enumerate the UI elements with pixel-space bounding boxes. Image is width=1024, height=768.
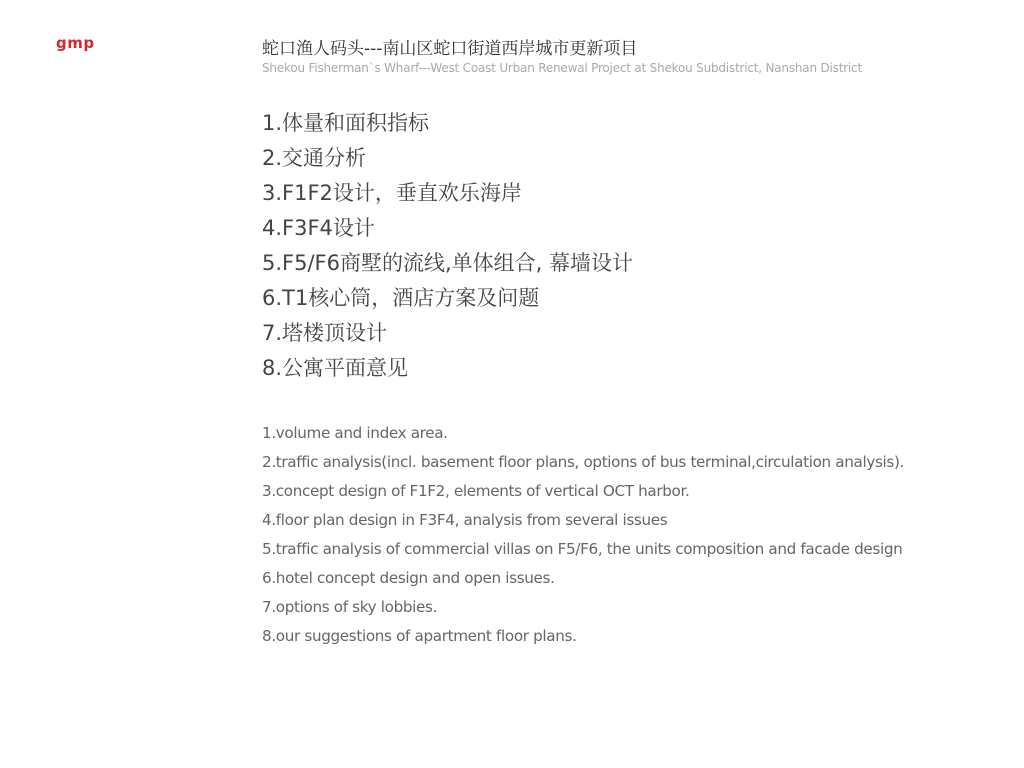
agenda-list-chinese <box>262 106 633 386</box>
agenda-item-en: 5.traffic analysis of commercial villas on F5/F6, the units composition and facade design <box>262 540 903 558</box>
agenda-item-cn: 5.F5/F6商墅的流线,单体组合, 幕墙设计 <box>262 251 634 275</box>
agenda-item-en: 4.floor plan design in F3F4, analysis from several issues <box>262 511 668 529</box>
agenda-item-cn: 3.F1F2设计，垂直欢乐海岸 <box>262 181 522 205</box>
agenda-item-en: 7.options of sky lobbies. <box>262 598 438 616</box>
page-title: 蛇口渔人码头---南山区蛇口街道西岸城市更新项目 <box>262 39 638 59</box>
agenda-item-en: 3.concept design of F1F2, elements of vertical OCT harbor. <box>262 482 690 500</box>
agenda-item-en: 2.traffic analysis(incl. basement floor plans, options of bus terminal,circulation analysis). <box>262 453 905 471</box>
gmp-logo: gmp <box>56 34 95 52</box>
agenda-item-cn: 4.F3F4设计 <box>262 216 375 240</box>
slide-header <box>262 38 862 76</box>
agenda-item-cn: 2.交通分析 <box>262 146 367 170</box>
agenda-item-cn: 6.T1核心筒，酒店方案及问题 <box>262 286 540 310</box>
agenda-item-en: 6.hotel concept design and open issues. <box>262 569 555 587</box>
page-subtitle: Shekou Fisherman`s Wharf---West Coast Urban Renewal Project at Shekou Subdistrict, Nanshan District <box>262 61 862 75</box>
agenda-item-cn: 7.塔楼顶设计 <box>262 321 388 345</box>
agenda-item-en: 8.our suggestions of apartment floor plans. <box>262 627 577 645</box>
agenda-item-cn: 1.体量和面积指标 <box>262 111 430 135</box>
agenda-item-en: 1.volume and index area. <box>262 424 448 442</box>
agenda-list-english <box>262 419 904 651</box>
agenda-item-cn: 8.公寓平面意见 <box>262 356 409 380</box>
